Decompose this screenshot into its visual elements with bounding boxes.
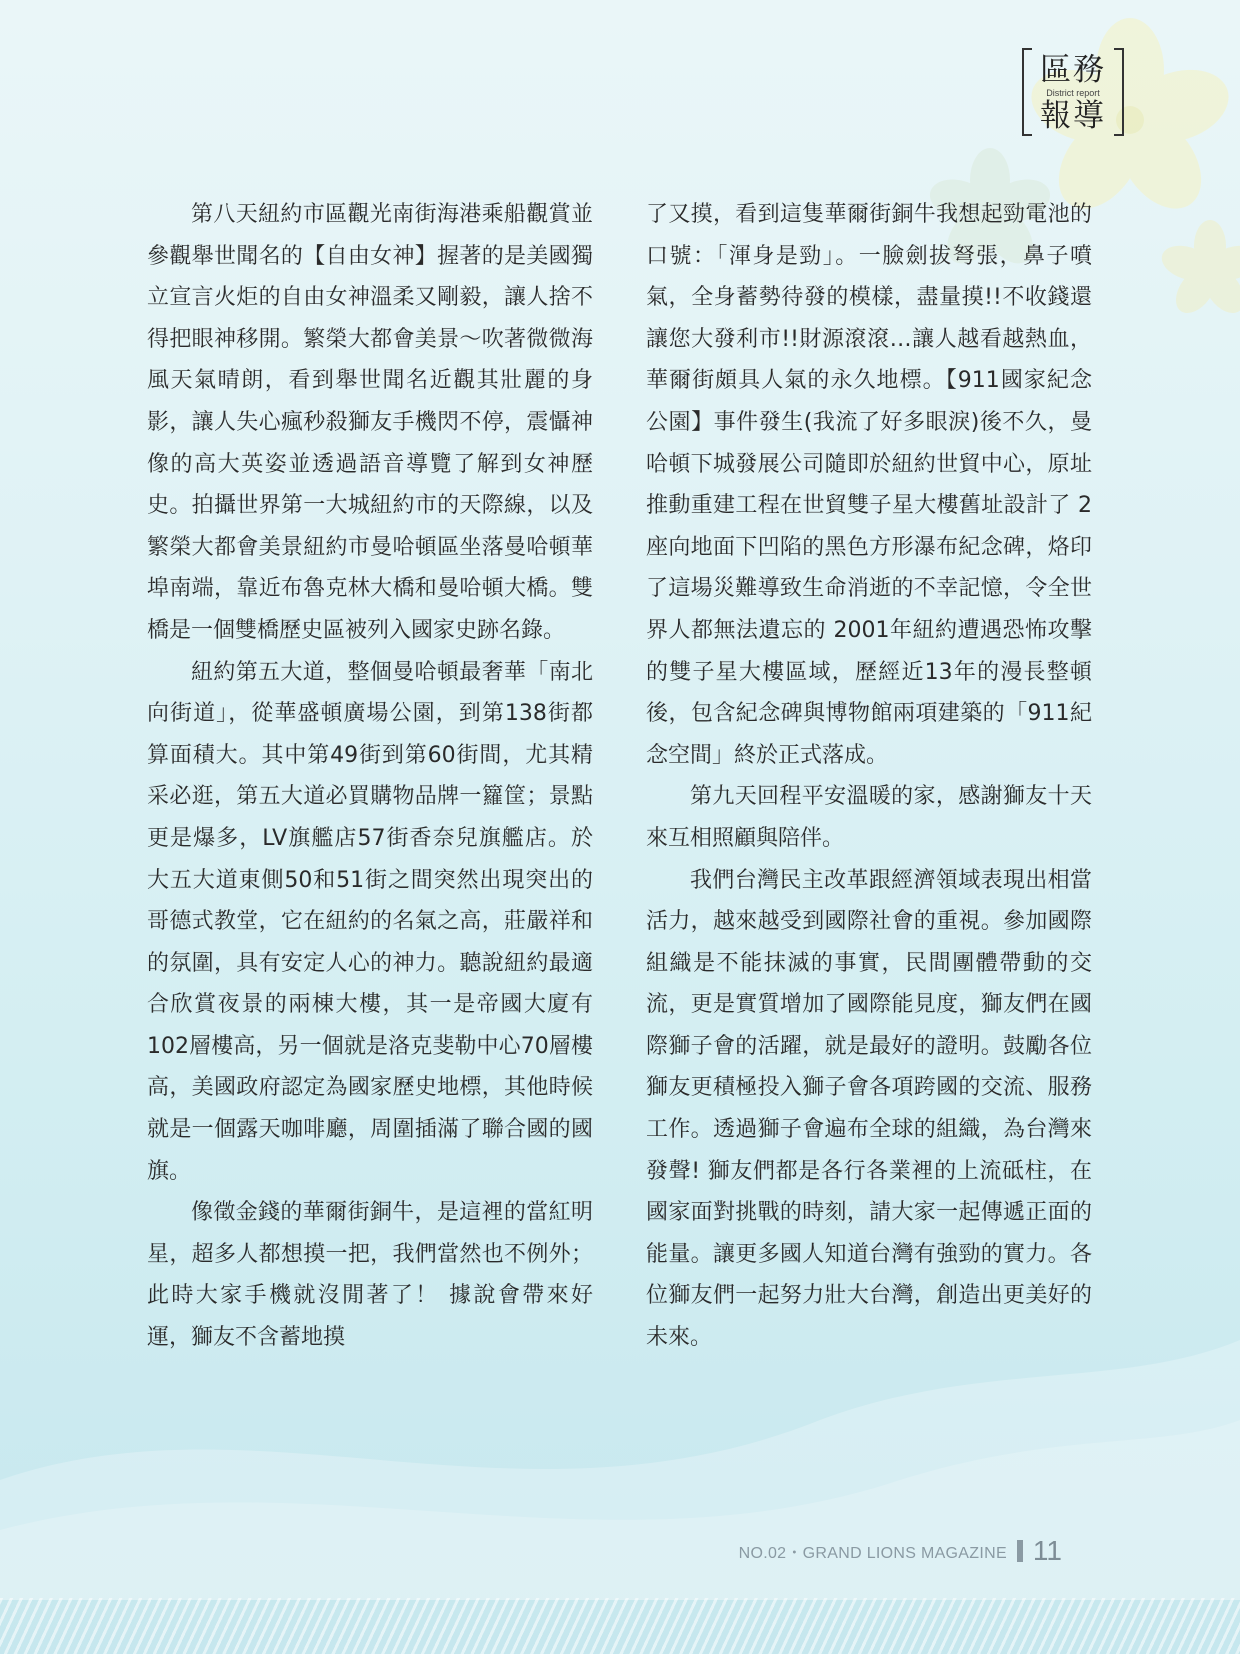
- paragraph-fifth-avenue: 紐約第五大道，整個曼哈頓最奢華「南北向街道」，從華盛頓廣場公園，到第138街都算面積大。其中第49街到第60街間，尤其精采必逛，第五大道必買購物品牌一籮筐；景點更是爆多，LV旗艦店57街香奈兒旗艦店。於大五大道東側50和51街之間突然出現突出的哥德式教堂，它在紐約的名氣之高，莊嚴祥和的氛圍，具有安定人心的神力。聽說紐約最適合欣賞夜景的兩棟大樓，其一是帝國大廈有102層樓高，另一個就是洛克斐勒中心70層樓高，美國政府認定為國家歷史地標，其他時候就是一個露天咖啡廳，周圍插滿了聯合國的國旗。: [147, 659, 593, 1184]
- paragraph-liberty: 第八天紐約市區觀光南街海港乘船觀賞並參觀舉世聞名的【自由女神】握著的是美國獨立宣言火炬的自由女神溫柔又剛毅，讓人捨不得把眼神移開。繁榮大都會美景～吹著微微海風天氣晴朗，看到舉世聞名近觀其壯麗的身影，讓人失心瘋秒殺獅友手機閃不停，震懾神像的高大英姿並透過語音導覽了解到女神歷史。拍攝世界第一大城紐約市的天際線，以及繁榮大都會美景紐約市曼哈頓區坐落曼哈頓華埠南端，靠近布魯克林大橋和曼哈頓大橋。雙橋是一個雙橋歷史區被列入國家史跡名錄。: [147, 202, 593, 643]
- bottom-stripes: [0, 1598, 1240, 1654]
- page-footer: [739, 1536, 1062, 1566]
- paragraph-911-memorial: 了又摸，看到這隻華爾街銅牛我想起勁電池的口號：「渾身是勁」。一臉劍拔弩張，鼻子噴氣，全身蓄勢待發的模樣，盡量摸!!不收錢還讓您大發利市!!財源滾滾…讓人越看越熱血，華爾街頗具人氣的永久地標。【911國家紀念公園】事件發生(我流了好多眼淚)後不久，曼哈頓下城發展公司隨即於紐約世貿中心，原址推動重建工程在世貿雙子星大樓舊址設計了 2 座向地面下凹陷的黑色方形瀑布紀念碑，烙印了這場災難導致生命消逝的不幸記憶，令全世界人都無法遺忘的 2001年紐約遭遇恐怖攻擊的雙子星大樓區域，歷經近13年的漫長整頓後，包含紀念碑與博物館兩項建築的「911紀念空間」終於正式落成。: [646, 202, 1092, 768]
- magazine-name: NO.02・GRAND LIONS MAGAZINE: [738, 1544, 1007, 1562]
- page-number: 11: [1032, 1535, 1062, 1566]
- left-column: [147, 194, 593, 1359]
- section-title-line2: 報導: [1040, 98, 1106, 134]
- paragraph-wall-street-bull: 像徵金錢的華爾街銅牛，是這裡的當紅明星，超多人都想摸一把，我們當然也不例外；此時大家手機就沒閒著了！ 據說會帶來好運，獅友不含蓄地摸: [147, 1200, 593, 1351]
- section-tag: [1022, 48, 1124, 134]
- section-title-english: District report: [1046, 88, 1100, 98]
- paragraph-conclusion: 我們台灣民主改革跟經濟領域表現出相當活力，越來越受到國際社會的重視。參加國際組織是不能抹滅的事實，民間團體帶動的交流，更是實質增加了國際能見度，獅友們在國際獅子會的活躍，就是最好的證明。鼓勵各位獅友更積極投入獅子會各項跨國的交流、服務工作。透過獅子會遍布全球的組織，為台灣來發聲! 獅友們都是各行各業裡的上流砥柱，在國家面對挑戰的時刻，請大家一起傳遞正面的能量。讓更多國人知道台灣有強勁的實力。各位獅友們一起努力壯大台灣，創造出更美好的未來。: [646, 867, 1092, 1351]
- right-column: [646, 194, 1092, 1359]
- section-title-line1: 區務: [1040, 52, 1106, 88]
- footer-divider: [1017, 1540, 1023, 1562]
- paragraph-return-home: 第九天回程平安溫暖的家，感謝獅友十天來互相照顧與陪伴。: [646, 784, 1092, 851]
